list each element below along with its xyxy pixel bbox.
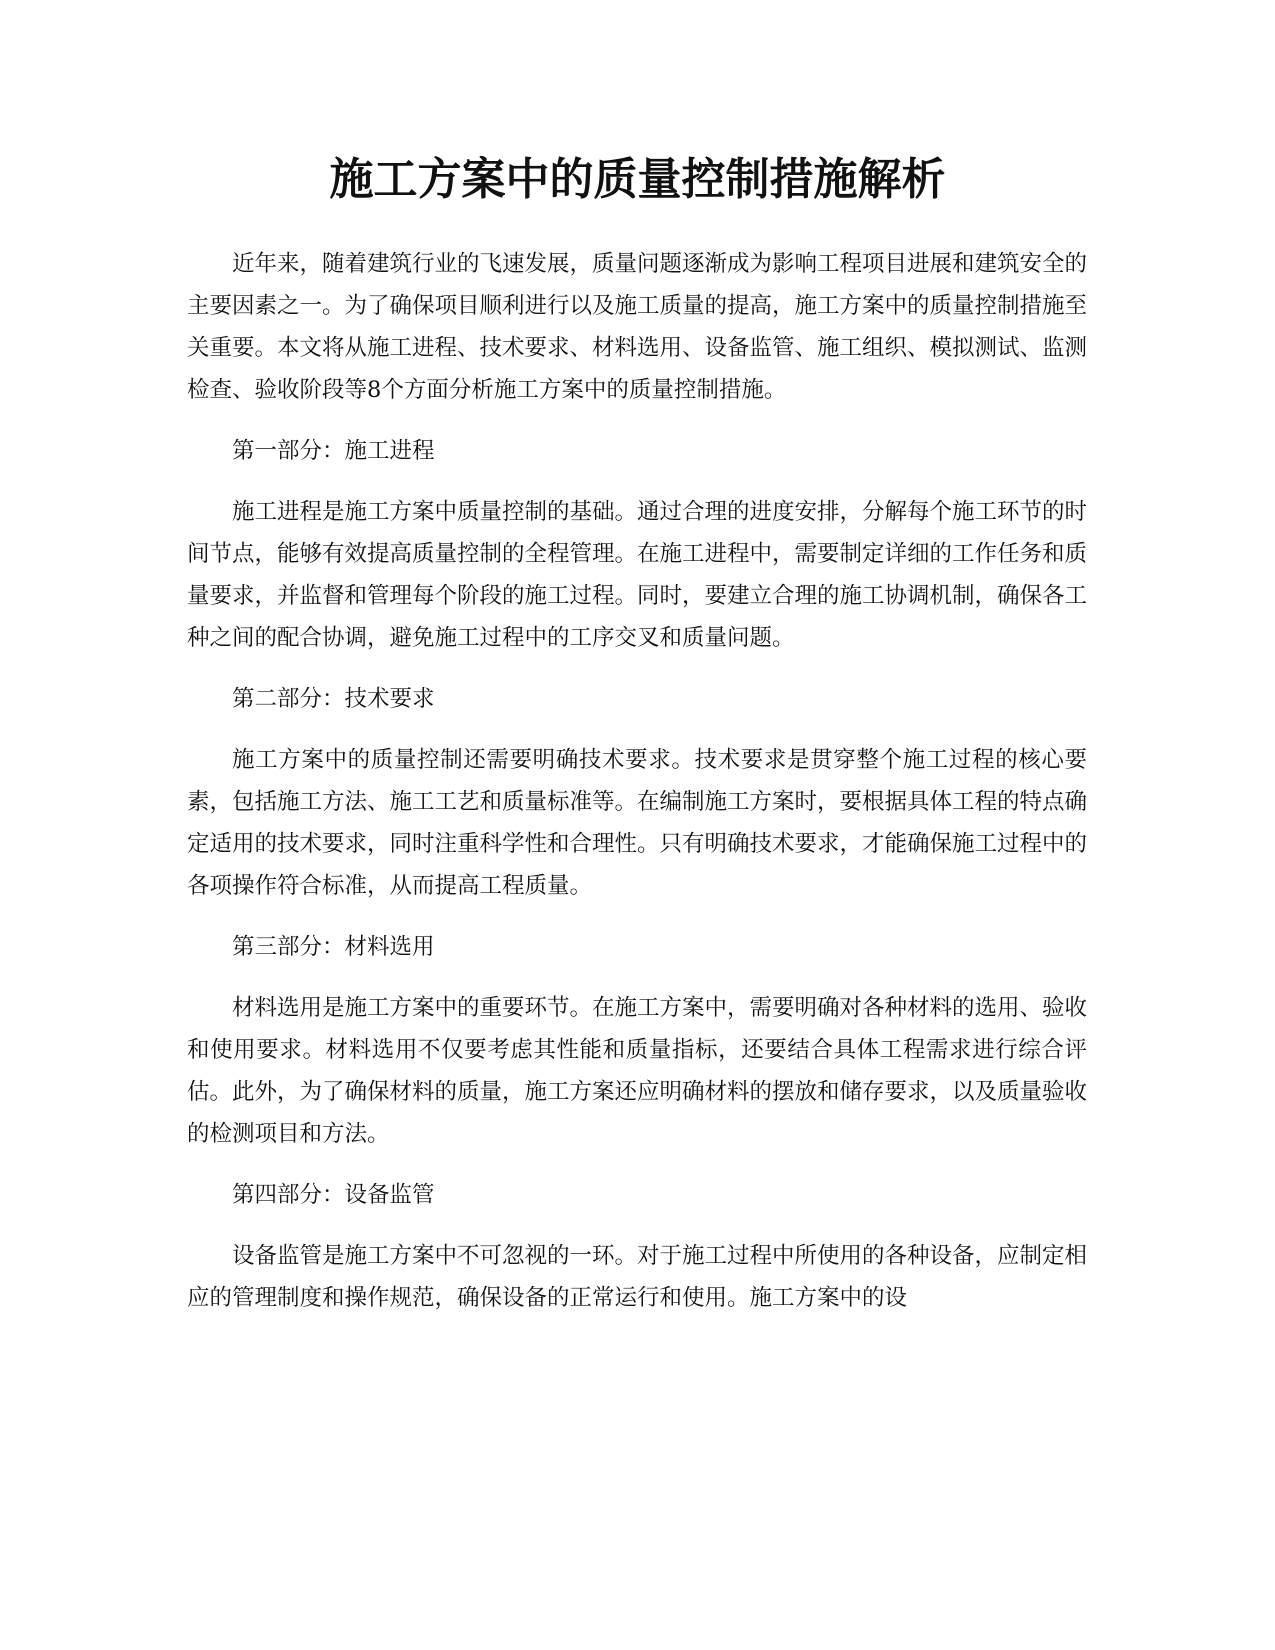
- section-heading-1: 第一部分：施工进程: [232, 438, 435, 464]
- intro-paragraph: 近年来，随着建筑行业的飞速发展，质量问题逐渐成为影响工程项目进展和建筑安全的主要因素之一。为了确保项目顺利进行以及施工质量的提高，施工方案中的质量控制措施至关重要。本文将从施工进程、技术要求、材料选用、设备监管、施工组织、模拟测试、监测检查、验收阶段等8个方面分析施工方案中的质量控制措施。: [187, 251, 1088, 403]
- section-body-2: 施工方案中的质量控制还需要明确技术要求。技术要求是贯穿整个施工过程的核心要素，包括施工方法、施工工艺和质量标准等。在编制施工方案时，要根据具体工程的特点确定适用的技术要求，同时注重科学性和合理性。只有明确技术要求，才能确保施工过程中的各项操作符合标准，从而提高工程质量。: [187, 747, 1088, 899]
- section-body-1: 施工进程是施工方案中质量控制的基础。通过合理的进度安排，分解每个施工环节的时间节点，能够有效提高质量控制的全程管理。在施工进程中，需要制定详细的工作任务和质量要求，并监督和管理每个阶段的施工过程。同时，要建立合理的施工协调机制，确保各工种之间的配合协调，避免施工过程中的工序交叉和质量问题。: [187, 499, 1088, 651]
- section-heading-3: 第三部分：材料选用: [232, 934, 435, 960]
- section-heading-4: 第四部分：设备监管: [232, 1182, 435, 1208]
- section-heading-2: 第二部分：技术要求: [232, 686, 435, 712]
- section-body-4: 设备监管是施工方案中不可忽视的一环。对于施工过程中所使用的各种设备，应制定相应的管理制度和操作规范，确保设备的正常运行和使用。施工方案中的设: [187, 1243, 1088, 1311]
- document-title: 施工方案中的质量控制措施解析: [329, 154, 946, 205]
- section-body-3: 材料选用是施工方案中的重要环节。在施工方案中，需要明确对各种材料的选用、验收和使用要求。材料选用不仅要考虑其性能和质量指标，还要结合具体工程需求进行综合评估。此外，为了确保材料的质量，施工方案还应明确材料的摆放和储存要求，以及质量验收的检测项目和方法。: [187, 995, 1088, 1147]
- document-body: [187, 243, 1087, 1338]
